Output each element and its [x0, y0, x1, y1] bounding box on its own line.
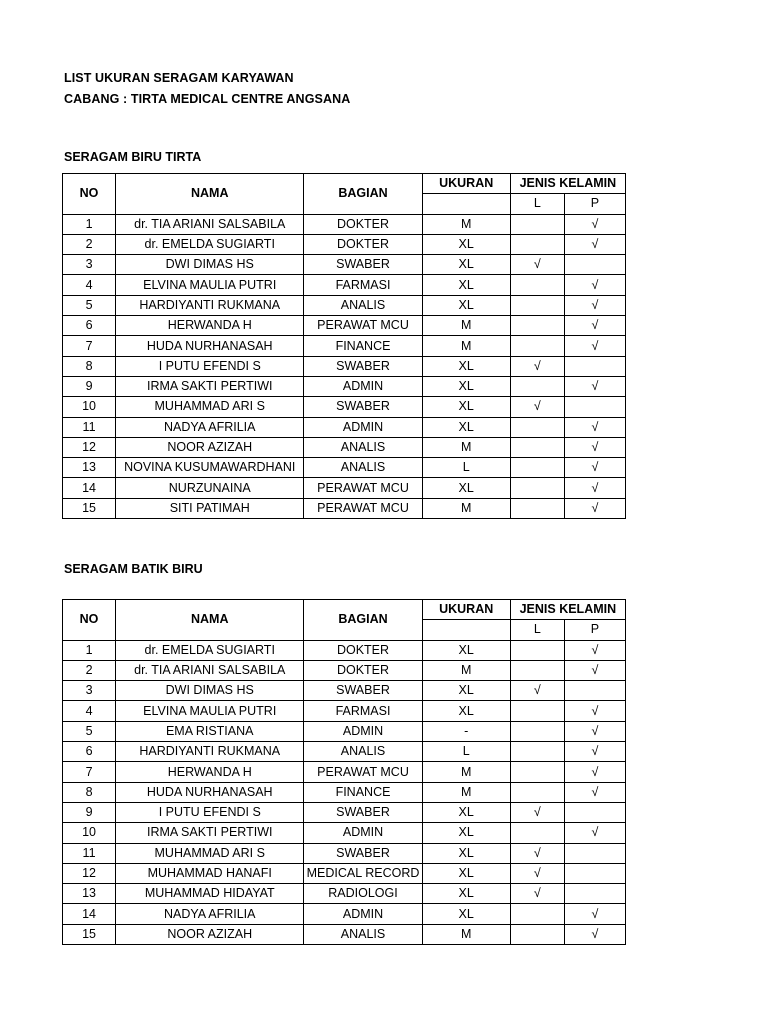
table-row	[63, 843, 626, 863]
cell-p-check: √	[564, 376, 625, 396]
table-row	[63, 762, 626, 782]
cell-l-check: √	[510, 802, 564, 822]
header-ukuran-blank	[422, 620, 510, 640]
cell-p-check: √	[564, 762, 625, 782]
cell-nama: IRMA SAKTI PERTIWI	[116, 823, 304, 843]
cell-ukuran: M	[422, 924, 510, 944]
cell-nama: DWI DIMAS HS	[116, 681, 304, 701]
table-row	[63, 255, 626, 275]
table-row	[63, 478, 626, 498]
cell-p-check	[564, 802, 625, 822]
cell-nama: dr. EMELDA SUGIARTI	[116, 640, 304, 660]
cell-ukuran: XL	[422, 255, 510, 275]
cell-l-check: √	[510, 681, 564, 701]
cell-nama: HUDA NURHANASAH	[116, 782, 304, 802]
cell-bagian: SWABER	[304, 802, 422, 822]
cell-l-check: √	[510, 884, 564, 904]
uniform-table-batik-biru	[62, 599, 626, 945]
cell-ukuran: XL	[422, 681, 510, 701]
cell-no: 5	[63, 721, 116, 741]
cell-bagian: ANALIS	[304, 924, 422, 944]
cell-l-check	[510, 924, 564, 944]
cell-no: 6	[63, 742, 116, 762]
cell-no: 2	[63, 234, 116, 254]
cell-ukuran: XL	[422, 701, 510, 721]
cell-nama: NADYA AFRILIA	[116, 904, 304, 924]
table-row	[63, 924, 626, 944]
cell-l-check	[510, 823, 564, 843]
cell-nama: MUHAMMAD ARI S	[116, 843, 304, 863]
cell-p-check	[564, 397, 625, 417]
cell-ukuran: M	[422, 660, 510, 680]
cell-p-check: √	[564, 660, 625, 680]
cell-p-check: √	[564, 742, 625, 762]
cell-l-check	[510, 478, 564, 498]
cell-l-check	[510, 701, 564, 721]
section-heading-seragam-biru-tirta: SERAGAM BIRU TIRTA	[64, 150, 202, 164]
table-body	[63, 214, 626, 518]
table-row	[63, 275, 626, 295]
cell-bagian: SWABER	[304, 397, 422, 417]
cell-p-check: √	[564, 640, 625, 660]
table-row	[63, 701, 626, 721]
section-heading-seragam-batik-biru: SERAGAM BATIK BIRU	[64, 562, 203, 576]
table-row	[63, 356, 626, 376]
cell-bagian: ADMIN	[304, 721, 422, 741]
table-row	[63, 640, 626, 660]
table-row	[63, 376, 626, 396]
cell-bagian: SWABER	[304, 681, 422, 701]
cell-bagian: ADMIN	[304, 376, 422, 396]
table-row	[63, 214, 626, 234]
cell-p-check: √	[564, 417, 625, 437]
cell-ukuran: XL	[422, 295, 510, 315]
table-row	[63, 681, 626, 701]
header-ukuran: UKURAN	[422, 600, 510, 620]
cell-bagian: DOKTER	[304, 640, 422, 660]
cell-l-check	[510, 458, 564, 478]
cell-l-check	[510, 214, 564, 234]
cell-nama: NADYA AFRILIA	[116, 417, 304, 437]
cell-ukuran: M	[422, 437, 510, 457]
cell-l-check	[510, 234, 564, 254]
table-row	[63, 234, 626, 254]
cell-no: 15	[63, 498, 116, 518]
cell-ukuran: XL	[422, 863, 510, 883]
cell-ukuran: XL	[422, 823, 510, 843]
cell-nama: MUHAMMAD ARI S	[116, 397, 304, 417]
table-body	[63, 640, 626, 944]
cell-p-check	[564, 863, 625, 883]
cell-bagian: PERAWAT MCU	[304, 316, 422, 336]
cell-no: 10	[63, 823, 116, 843]
cell-p-check: √	[564, 458, 625, 478]
cell-ukuran: M	[422, 762, 510, 782]
cell-l-check	[510, 295, 564, 315]
cell-nama: ELVINA MAULIA PUTRI	[116, 701, 304, 721]
cell-bagian: SWABER	[304, 356, 422, 376]
cell-ukuran: XL	[422, 275, 510, 295]
cell-p-check: √	[564, 295, 625, 315]
header-jenis-kelamin: JENIS KELAMIN	[510, 174, 625, 194]
cell-p-check: √	[564, 316, 625, 336]
table-row	[63, 742, 626, 762]
cell-bagian: FINANCE	[304, 336, 422, 356]
cell-bagian: PERAWAT MCU	[304, 498, 422, 518]
cell-l-check	[510, 437, 564, 457]
header-no: NO	[63, 174, 116, 215]
document-title: LIST UKURAN SERAGAM KARYAWAN	[64, 71, 294, 85]
cell-no: 3	[63, 255, 116, 275]
cell-bagian: RADIOLOGI	[304, 884, 422, 904]
cell-no: 7	[63, 336, 116, 356]
cell-p-check: √	[564, 275, 625, 295]
cell-l-check	[510, 660, 564, 680]
cell-no: 8	[63, 356, 116, 376]
cell-ukuran: -	[422, 721, 510, 741]
cell-nama: ELVINA MAULIA PUTRI	[116, 275, 304, 295]
table-row	[63, 498, 626, 518]
cell-nama: HERWANDA H	[116, 762, 304, 782]
cell-p-check: √	[564, 214, 625, 234]
cell-no: 11	[63, 843, 116, 863]
cell-l-check	[510, 417, 564, 437]
cell-l-check	[510, 762, 564, 782]
cell-l-check	[510, 640, 564, 660]
cell-nama: I PUTU EFENDI S	[116, 802, 304, 822]
cell-ukuran: XL	[422, 884, 510, 904]
cell-p-check	[564, 843, 625, 863]
table-row	[63, 823, 626, 843]
table-row	[63, 336, 626, 356]
cell-no: 7	[63, 762, 116, 782]
cell-bagian: DOKTER	[304, 660, 422, 680]
cell-ukuran: L	[422, 742, 510, 762]
cell-bagian: PERAWAT MCU	[304, 762, 422, 782]
table-row	[63, 397, 626, 417]
uniform-table-biru-tirta	[62, 173, 626, 519]
cell-l-check	[510, 498, 564, 518]
cell-no: 5	[63, 295, 116, 315]
cell-p-check: √	[564, 924, 625, 944]
header-nama: NAMA	[116, 174, 304, 215]
cell-p-check	[564, 356, 625, 376]
table-row	[63, 295, 626, 315]
cell-p-check: √	[564, 234, 625, 254]
header-ukuran-blank	[422, 194, 510, 214]
cell-nama: MUHAMMAD HANAFI	[116, 863, 304, 883]
cell-ukuran: M	[422, 214, 510, 234]
cell-nama: SITI PATIMAH	[116, 498, 304, 518]
cell-no: 13	[63, 458, 116, 478]
cell-bagian: ANALIS	[304, 437, 422, 457]
cell-bagian: ADMIN	[304, 417, 422, 437]
cell-nama: HARDIYANTI RUKMANA	[116, 742, 304, 762]
cell-no: 3	[63, 681, 116, 701]
table-row	[63, 660, 626, 680]
cell-l-check	[510, 376, 564, 396]
cell-bagian: SWABER	[304, 255, 422, 275]
cell-bagian: MEDICAL RECORD	[304, 863, 422, 883]
cell-bagian: ANALIS	[304, 458, 422, 478]
header-bagian: BAGIAN	[304, 600, 422, 641]
cell-nama: NOOR AZIZAH	[116, 924, 304, 944]
header-ukuran: UKURAN	[422, 174, 510, 194]
cell-bagian: DOKTER	[304, 234, 422, 254]
cell-l-check	[510, 275, 564, 295]
cell-ukuran: XL	[422, 843, 510, 863]
cell-nama: NURZUNAINA	[116, 478, 304, 498]
cell-no: 11	[63, 417, 116, 437]
cell-nama: MUHAMMAD HIDAYAT	[116, 884, 304, 904]
cell-no: 4	[63, 701, 116, 721]
cell-p-check: √	[564, 437, 625, 457]
cell-no: 1	[63, 214, 116, 234]
cell-nama: HERWANDA H	[116, 316, 304, 336]
cell-ukuran: XL	[422, 417, 510, 437]
cell-ukuran: XL	[422, 904, 510, 924]
table-row	[63, 721, 626, 741]
cell-nama: EMA RISTIANA	[116, 721, 304, 741]
header-p: P	[564, 620, 625, 640]
cell-ukuran: M	[422, 782, 510, 802]
cell-ukuran: M	[422, 498, 510, 518]
cell-no: 8	[63, 782, 116, 802]
cell-p-check	[564, 255, 625, 275]
cell-bagian: ANALIS	[304, 742, 422, 762]
cell-nama: I PUTU EFENDI S	[116, 356, 304, 376]
cell-l-check	[510, 316, 564, 336]
cell-bagian: ANALIS	[304, 295, 422, 315]
cell-no: 12	[63, 437, 116, 457]
cell-p-check: √	[564, 782, 625, 802]
cell-p-check	[564, 884, 625, 904]
cell-nama: DWI DIMAS HS	[116, 255, 304, 275]
cell-p-check: √	[564, 823, 625, 843]
cell-bagian: FARMASI	[304, 275, 422, 295]
cell-p-check: √	[564, 336, 625, 356]
cell-bagian: DOKTER	[304, 214, 422, 234]
cell-no: 9	[63, 376, 116, 396]
header-p: P	[564, 194, 625, 214]
cell-l-check: √	[510, 863, 564, 883]
cell-no: 14	[63, 478, 116, 498]
cell-no: 13	[63, 884, 116, 904]
cell-bagian: PERAWAT MCU	[304, 478, 422, 498]
cell-no: 1	[63, 640, 116, 660]
cell-no: 2	[63, 660, 116, 680]
cell-l-check: √	[510, 255, 564, 275]
table-row	[63, 437, 626, 457]
cell-nama: NOVINA KUSUMAWARDHANI	[116, 458, 304, 478]
cell-nama: NOOR AZIZAH	[116, 437, 304, 457]
cell-p-check: √	[564, 701, 625, 721]
cell-ukuran: L	[422, 458, 510, 478]
cell-l-check: √	[510, 356, 564, 376]
cell-no: 15	[63, 924, 116, 944]
table-row	[63, 316, 626, 336]
cell-l-check: √	[510, 843, 564, 863]
cell-p-check: √	[564, 478, 625, 498]
header-bagian: BAGIAN	[304, 174, 422, 215]
table-row	[63, 904, 626, 924]
cell-nama: IRMA SAKTI PERTIWI	[116, 376, 304, 396]
header-nama: NAMA	[116, 600, 304, 641]
header-l: L	[510, 620, 564, 640]
cell-bagian: ADMIN	[304, 904, 422, 924]
cell-ukuran: XL	[422, 802, 510, 822]
header-l: L	[510, 194, 564, 214]
cell-no: 12	[63, 863, 116, 883]
cell-nama: HUDA NURHANASAH	[116, 336, 304, 356]
cell-no: 6	[63, 316, 116, 336]
table-row	[63, 884, 626, 904]
cell-ukuran: XL	[422, 356, 510, 376]
cell-p-check: √	[564, 498, 625, 518]
cell-ukuran: M	[422, 316, 510, 336]
cell-no: 4	[63, 275, 116, 295]
header-jenis-kelamin: JENIS KELAMIN	[510, 600, 625, 620]
cell-bagian: FINANCE	[304, 782, 422, 802]
cell-ukuran: XL	[422, 640, 510, 660]
cell-ukuran: XL	[422, 397, 510, 417]
cell-nama: HARDIYANTI RUKMANA	[116, 295, 304, 315]
cell-l-check	[510, 782, 564, 802]
cell-bagian: ADMIN	[304, 823, 422, 843]
table-row	[63, 782, 626, 802]
cell-ukuran: XL	[422, 376, 510, 396]
cell-p-check: √	[564, 904, 625, 924]
cell-nama: dr. TIA ARIANI SALSABILA	[116, 660, 304, 680]
table-row	[63, 417, 626, 437]
cell-l-check	[510, 904, 564, 924]
cell-no: 14	[63, 904, 116, 924]
header-no: NO	[63, 600, 116, 641]
table-row	[63, 802, 626, 822]
cell-nama: dr. TIA ARIANI SALSABILA	[116, 214, 304, 234]
cell-p-check	[564, 681, 625, 701]
cell-p-check: √	[564, 721, 625, 741]
cell-no: 9	[63, 802, 116, 822]
cell-ukuran: XL	[422, 234, 510, 254]
cell-ukuran: M	[422, 336, 510, 356]
cell-l-check: √	[510, 397, 564, 417]
cell-bagian: FARMASI	[304, 701, 422, 721]
cell-l-check	[510, 721, 564, 741]
branch-label: CABANG : TIRTA MEDICAL CENTRE ANGSANA	[64, 92, 351, 106]
cell-l-check	[510, 742, 564, 762]
cell-bagian: SWABER	[304, 843, 422, 863]
table-row	[63, 863, 626, 883]
cell-l-check	[510, 336, 564, 356]
cell-no: 10	[63, 397, 116, 417]
cell-ukuran: XL	[422, 478, 510, 498]
cell-nama: dr. EMELDA SUGIARTI	[116, 234, 304, 254]
table-row	[63, 458, 626, 478]
